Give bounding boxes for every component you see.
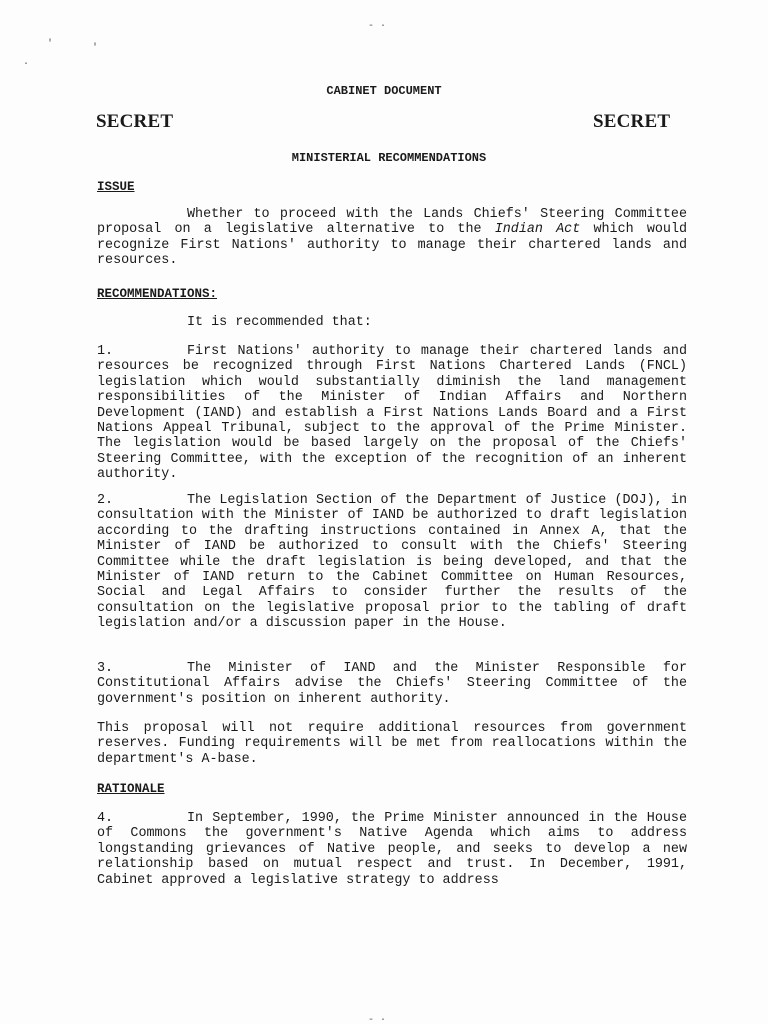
resources-note: This proposal will not require additional resources from government reserves. Funding requirements will be met from reallocations within the department's A-base. — [97, 721, 687, 767]
document-title: MINISTERIAL RECOMMENDATIONS — [291, 151, 487, 165]
recommendation-item-2 — [97, 493, 687, 632]
scan-speck-bottom: - · — [368, 1015, 387, 1026]
item-number: 3. — [97, 661, 114, 676]
recommendation-item-1 — [97, 344, 687, 483]
issue-text: Whether to proceed with the Lands Chiefs' Steering Committee proposal on a legislative alternative to the — [97, 207, 687, 238]
item-number: 2. — [97, 493, 114, 508]
scan-speck-left-1: ' — [47, 39, 54, 50]
item-number: 4. — [97, 811, 114, 826]
issue-heading: ISSUE — [97, 180, 135, 194]
rationale-item-4 — [97, 811, 687, 888]
scan-speck-left-2: ' — [92, 43, 99, 54]
issue-text-end: which would recognize First Nations' authority to manage their chartered lands and resources. — [97, 222, 688, 269]
item-text: The Minister of IAND and the Minister Responsible for Constitutional Affairs advise the Chiefs' Steering Committee of the government's position on inherent authority. — [97, 661, 687, 707]
item-number: 1. — [97, 344, 114, 359]
item-text: In September, 1990, the Prime Minister announced in the House of Commons the government's Native Agenda which aims to address longstanding grievances of Native people, and seeks to develop a new relationship based on mutual respect and trust. In December, 1991, Cabinet approved a legislative strategy to address — [97, 811, 687, 888]
rationale-heading: RATIONALE — [97, 782, 165, 796]
recommendations-intro: It is recommended that: — [187, 315, 372, 330]
scan-speck-top: - · — [368, 21, 387, 32]
classification-right: SECRET — [593, 111, 671, 132]
document-type: CABINET DOCUMENT — [326, 84, 442, 98]
classification-left: SECRET — [96, 111, 174, 132]
scan-speck-left-3: · — [23, 59, 30, 70]
recommendations-heading: RECOMMENDATIONS: — [97, 287, 218, 301]
issue-italic: Indian Act — [494, 222, 581, 238]
item-text: First Nations' authority to manage their chartered lands and resources be recognized through First Nations Chartered Lands (FNCL) legislation which would substantially diminish the land management responsibilities of the Minister of Indian Affairs and Northern Development (IAND) and establish a First Nations Lands Board and a First Nations Appeal Tribunal, subject to the approval of the Prime Minister. The legislation would be based largely on the proposal of the Chiefs' Steering Committee, with the exception of the recognition of an inherent authority. — [97, 344, 687, 483]
item-text: The Legislation Section of the Department of Justice (DOJ), in consultation with the Minister of IAND be authorized to draft legislation according to the drafting instructions contained in Annex A, that the Minister of IAND be authorized to consult with the Chiefs' Steering Committee while the draft legislation is being developed, and that the Minister of IAND return to the Cabinet Committee on Human Resources, Social and Legal Affairs to consider further the results of the consultation on the legislative proposal prior to the tabling of draft legislation and/or a discussion paper in the House. — [97, 493, 687, 632]
recommendation-item-3 — [97, 661, 687, 707]
issue-paragraph — [97, 207, 687, 269]
